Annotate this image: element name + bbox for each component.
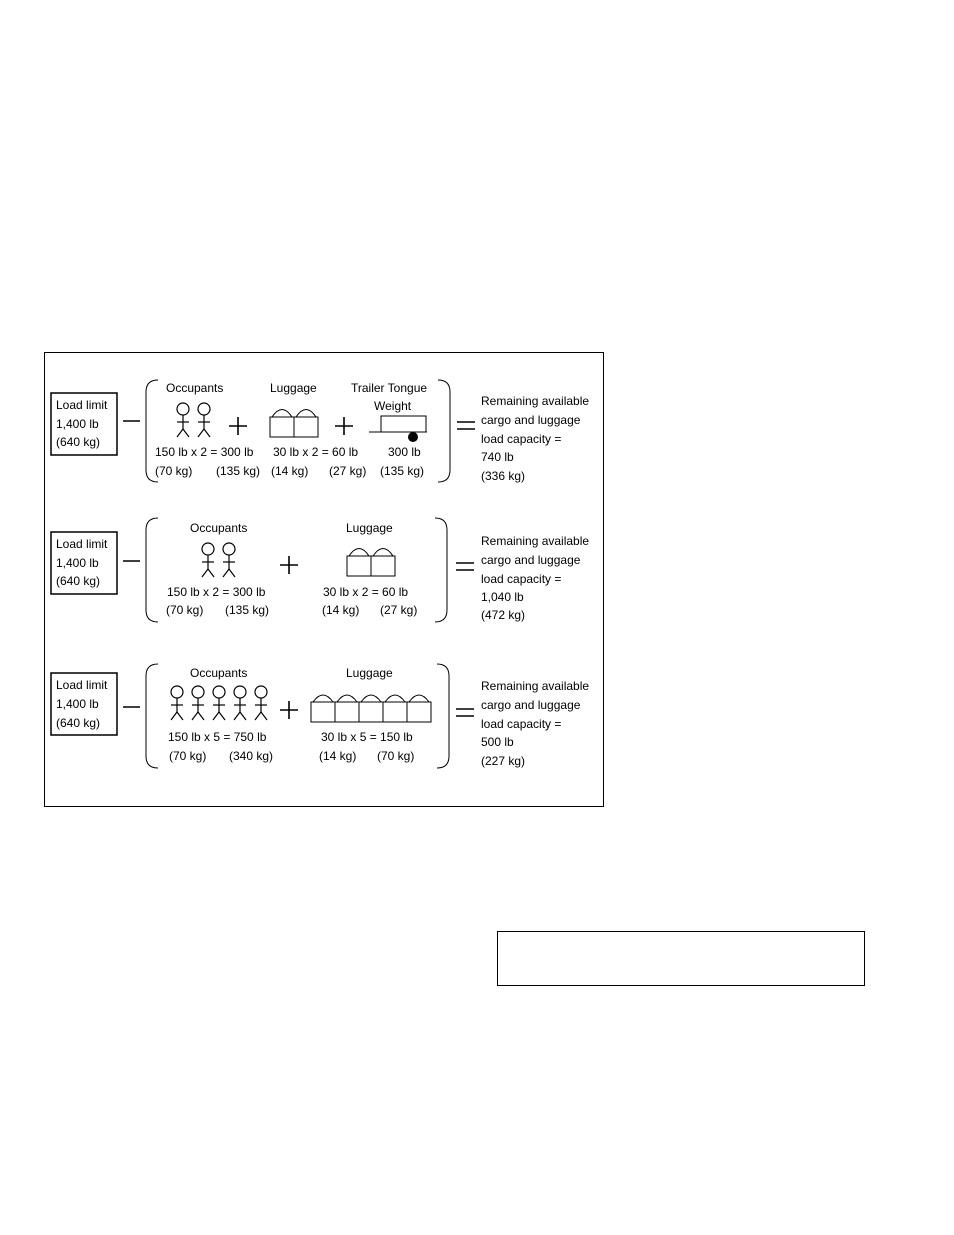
trailer-value: 300 lb [388,445,421,459]
person-icon [192,686,204,720]
suitcase-icon [347,549,371,577]
load-limit-kg: (640 kg) [56,716,101,730]
open-bracket [146,664,158,768]
result-kg: (227 kg) [481,754,526,768]
result-lb: 740 lb [481,450,514,464]
result-line-2: cargo and luggage [481,698,581,712]
row-2 [51,518,589,622]
load-limit-kg: (640 kg) [56,574,101,588]
plus-sign [280,701,298,719]
luggage-calc: 30 lb x 2 = 60 lb [323,585,409,599]
luggage-title: Luggage [346,666,393,680]
plus-sign [280,556,298,574]
result-line-3: load capacity = [481,572,562,586]
result-line-3: load capacity = [481,717,562,731]
result-kg: (472 kg) [481,608,526,622]
trailer-kg: (135 kg) [380,464,425,478]
luggage-calc: 30 lb x 5 = 150 lb [321,730,413,744]
load-limit-lb: 1,400 lb [56,697,99,711]
trailer-subtitle: Weight [374,399,412,413]
occupants-calc: 150 lb x 2 = 300 lb [155,445,254,459]
occupants-calc: 150 lb x 5 = 750 lb [168,730,267,744]
occupants-title: Occupants [190,666,248,680]
luggage-kg-each: (14 kg) [319,749,357,763]
equals-sign [456,563,474,570]
person-icon [198,403,210,437]
luggage-kg-each: (14 kg) [322,603,360,617]
result-line-1: Remaining available [481,679,590,693]
trailer-title: Trailer Tongue [351,381,428,395]
load-limit-lb: 1,400 lb [56,556,99,570]
person-icon [255,686,267,720]
occupants-kg-total: (135 kg) [225,603,270,617]
person-icon [177,403,189,437]
luggage-kg-total: (70 kg) [377,749,415,763]
occupants-title: Occupants [166,381,224,395]
result-lb: 500 lb [481,735,514,749]
occupants-kg-total: (340 kg) [229,749,274,763]
luggage-kg-total: (27 kg) [329,464,367,478]
result-kg: (336 kg) [481,469,526,483]
person-icon [234,686,246,720]
suitcase-icon [294,410,318,438]
person-icon [223,543,235,577]
close-bracket [438,380,450,482]
result-line-3: load capacity = [481,432,562,446]
occupant-figures [202,543,235,577]
luggage-icons [270,410,318,438]
occupant-figures [177,403,210,437]
result-line-2: cargo and luggage [481,413,581,427]
luggage-title: Luggage [346,521,393,535]
occupants-title: Occupants [190,521,248,535]
occupants-kg-each: (70 kg) [166,603,204,617]
person-icon [171,686,183,720]
load-limit-label: Load limit [56,678,108,692]
suitcase-icon [359,695,383,722]
result-line-1: Remaining available [481,394,590,408]
suitcase-icon [383,695,407,722]
load-limit-lb: 1,400 lb [56,417,99,431]
luggage-calc: 30 lb x 2 = 60 lb [273,445,359,459]
equals-sign [456,709,474,716]
equals-sign [457,422,475,429]
trailer-icon [369,416,427,442]
close-bracket [435,518,447,622]
luggage-kg-each: (14 kg) [271,464,309,478]
suitcase-icon [270,410,294,438]
occupants-kg-total: (135 kg) [216,464,261,478]
occupants-kg-each: (70 kg) [155,464,193,478]
result-lb: 1,040 lb [481,590,524,604]
plus-sign [335,417,353,435]
occupants-kg-each: (70 kg) [169,749,207,763]
occupant-figures [171,686,267,720]
suitcase-icon [311,695,335,722]
luggage-title: Luggage [270,381,317,395]
close-bracket [437,664,449,768]
result-line-2: cargo and luggage [481,553,581,567]
person-icon [202,543,214,577]
load-limit-label: Load limit [56,537,108,551]
suitcase-icon [335,695,359,722]
suitcase-icon [371,549,395,577]
luggage-icons [347,549,395,577]
plus-sign [229,417,247,435]
load-limit-label: Load limit [56,398,108,412]
result-line-1: Remaining available [481,534,590,548]
occupants-calc: 150 lb x 2 = 300 lb [167,585,266,599]
luggage-kg-total: (27 kg) [380,603,418,617]
person-icon [213,686,225,720]
luggage-icons [311,695,431,722]
row-1 [51,380,589,483]
suitcase-icon [407,695,431,722]
row-3 [51,664,589,768]
load-limit-kg: (640 kg) [56,435,101,449]
open-bracket [146,518,158,622]
